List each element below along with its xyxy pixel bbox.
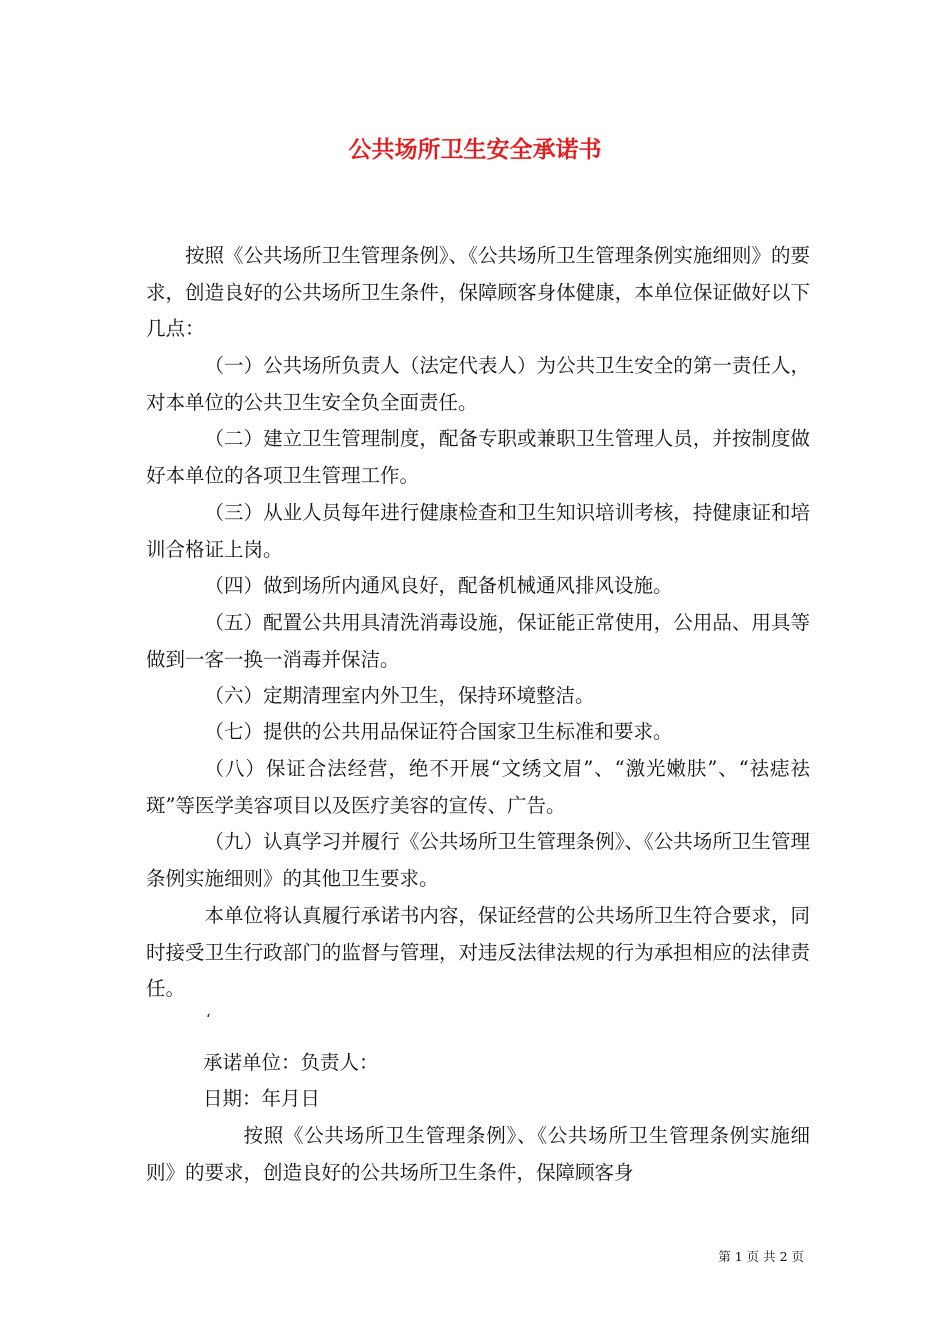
commitment-item-6: （六）定期清理室内外卫生，保持环境整洁。 bbox=[204, 684, 595, 707]
commitment-item-9: （九）认真学习并履行《公共场所卫生管理条例》、《公共场所卫生管理条例实施细则》的其他卫生要求。 bbox=[146, 830, 810, 890]
page-number: 第 1 页 共 2 页 bbox=[718, 1249, 804, 1264]
commitment-item-1: （一）公共场所负责人（法定代表人）为公共卫生安全的第一责任人，对本单位的公共卫生安全负全面责任。 bbox=[146, 354, 810, 414]
stray-mark: ‘ bbox=[206, 1012, 211, 1028]
commitment-item-8: （八）保证合法经营，绝不开展“文绣文眉”、“激光嫩肤”、“祛痣祛斑”等医学美容项目以及医疗美容的宣传、广告。 bbox=[146, 757, 810, 817]
signature-line: 承诺单位：负责人： bbox=[203, 1051, 379, 1074]
intro-paragraph: 按照《公共场所卫生管理条例》、《公共场所卫生管理条例实施细则》的要求，创造良好的公共场所卫生条件，保障顾客身体健康，本单位保证做好以下几点： bbox=[146, 244, 810, 340]
repeated-intro-paragraph: 按照《公共场所卫生管理条例》、《公共场所卫生管理条例实施细则》的要求，创造良好的公共场所卫生条件，保障顾客身 bbox=[146, 1124, 810, 1184]
commitment-item-4: （四）做到场所内通风良好，配备机械通风排风设施。 bbox=[204, 574, 673, 597]
commitment-item-7: （七）提供的公共用品保证符合国家卫生标准和要求。 bbox=[204, 720, 673, 743]
document-title: 公共场所卫生安全承诺书 bbox=[348, 136, 602, 163]
commitment-item-2: （二）建立卫生管理制度，配备专职或兼职卫生管理人员，并按制度做好本单位的各项卫生管理工作。 bbox=[146, 427, 810, 487]
commitment-item-3: （三）从业人员每年进行健康检查和卫生知识培训考核，持健康证和培训合格证上岗。 bbox=[146, 501, 810, 561]
commitment-item-5: （五）配置公共用具清洗消毒设施，保证能正常使用，公用品、用具等做到一客一换一消毒并保洁。 bbox=[146, 611, 810, 671]
date-line: 日期：年月日 bbox=[203, 1087, 321, 1110]
closing-paragraph: 本单位将认真履行承诺书内容，保证经营的公共场所卫生符合要求，同时接受卫生行政部门的监督与管理，对违反法律法规的行为承担相应的法律责任。 bbox=[146, 904, 810, 1000]
